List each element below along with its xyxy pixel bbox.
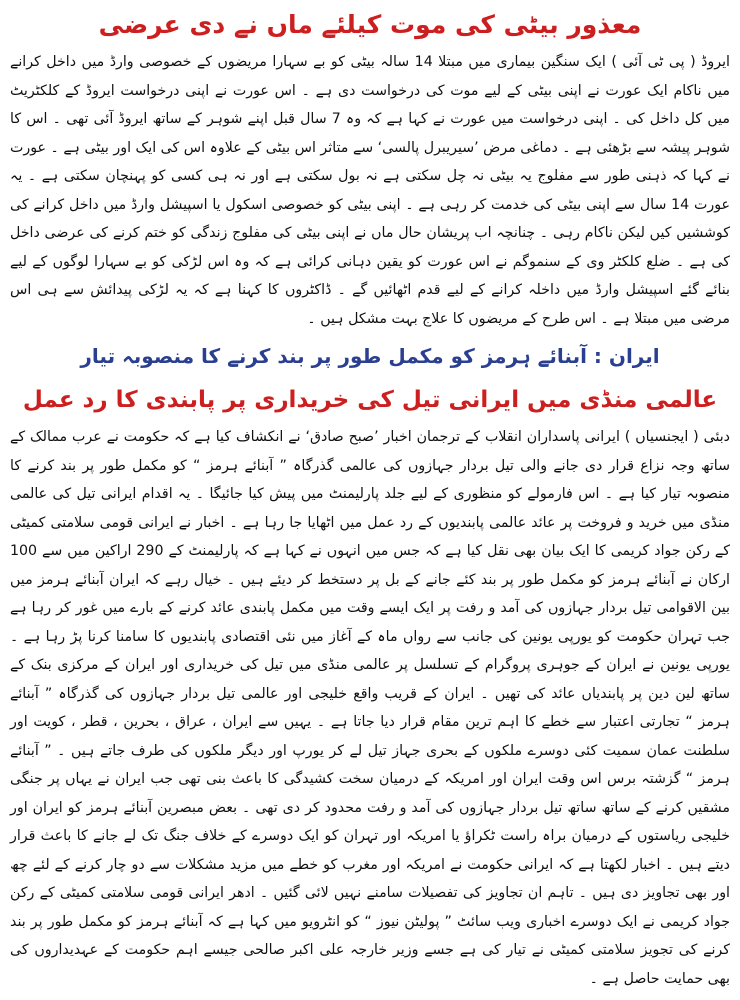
article1-headline: معذور بیٹی کی موت کیلئے ماں نے دی عرضی	[98, 10, 642, 39]
article1-body: ایروڈ ( پی ٹی آئی ) ایک سنگین بیماری میں مبتلا 14 سالہ بیٹی کو بے سہارا مریضوں کے خصوصی وارڈ میں داخل کرانے میں ناکام ایک عورت نے اپنی بیٹی کے لیے موت کی درخواست دی ہے ۔ اس عورت نے اپنی درخواست ایروڈ کے کلکٹریٹ میں کل داخل کی ۔ اپنی درخواست میں عورت نے کہا ہے کہ وہ 7 سال قبل اپنے شوہر کے ساتھ ایروڈ آئی تھی ۔ اس کا شوہر پیشہ سے بڑھئی ہے ۔ دماغی مرض ’سیریبرل پالسی‘ سے متاثر اس بیٹی کے علاوہ اس کی ایک اور بیٹی ہے ۔ عورت نے کہا کہ ذہنی طور سے مفلوج یہ بیٹی نہ چل سکتی ہے نہ بول سکتی ہے اور نہ ہی کسی کو پہنچان سکتی ہے ۔ یہ عورت 14 سال سے اپنی بیٹی کی خدمت کر رہی ہے ۔ اپنی بیٹی کو خصوصی اسکول یا اسپیشل وارڈ میں داخل کرانے کی کوششیں کیں لیکن ناکام رہی ۔ چنانچہ اب پریشان حال ماں نے اپنی بیٹی کی مفلوج زندگی کو ختم کرنے کی عرضی داخل کی ہے ۔ ضلع کلکٹر وی کے سنموگم نے اس عورت کو یقین دہانی کرائی ہے کہ وہ اس لڑکی کو بے سہارا لوگوں کے لیے بنائے گئے اسپیشل وارڈ میں داخلہ کرانے کے لیے قدم اٹھائیں گے ۔ ڈاکٹروں کا کہنا ہے کہ یہ لڑکی پیدائش سے ہی اس مرضی میں مبتلا ہے ۔ اس طرح کے مریضوں کا علاج بہت مشکل ہیں ۔	[10, 54, 731, 327]
article2-subheadline: ایران : آبنائے ہرمز کو مکمل طور پر بند کرنے کا منصوبہ تیار	[80, 344, 660, 368]
article2-body: دبئی ( ایجنسیاں ) ایرانی پاسداران انقلاب کے ترجمان اخبار ’صبح صادق‘ نے انکشاف کیا ہے کہ حکومت نے عرب ممالک کے ساتھ وجہ نزاع قرار دی جانے والی تیل بردار جہازوں کی عالمی گذرگاہ ” آبنائے ہرمز “ کو مکمل طور پر بند کرنے کا منصوبہ تیار کیا ہے ۔ اس فارمولے کو منظوری کے لیے جلد پارلیمنٹ میں پیش کیا جائیگا ۔ یہ اقدام ایرانی تیل کی عالمی منڈی میں خرید و فروخت پر عائد عالمی پابندیوں کے رد عمل میں اٹھایا جا رہا ہے ۔ اخبار نے ایرانی قومی سلامتی کمیٹی کے رکن جواد کریمی کا ایک بیان بھی نقل کیا ہے کہ جس میں انہوں نے کہا ہے کہ پارلیمنٹ کے 290 اراکین میں سے 100 ارکان نے آبنائے ہرمز کو مکمل طور پر بند کئے جانے کے بل پر دستخط کر دیئے ہیں ۔ خیال رہے کہ ایران آبنائے ہرمز میں بین الاقوامی تیل بردار جہازوں کی آمد و رفت پر ایک ایسے وقت میں مکمل پابندی عائد کرنے کے بارے میں غور کر رہا ہے جب تہران حکومت کو یورپی یونین کی جانب سے رواں ماہ کے آغاز میں نئی اقتصادی پابندیوں کا سامنا کرنا پڑ رہا ہے ۔ یورپی یونین نے ایران کے جوہری پروگرام کے تسلسل پر عالمی منڈی میں تیل کی خریداری اور ایران کے مرکزی بنک کے ساتھ لین دین پر پابندیاں عائد کی تھیں ۔ ایران کے قریب واقع خلیجی اور عالمی تیل بردار جہازوں کی گذرگاہ ” آبنائے ہرمز “ تجارتی اعتبار سے خطے کا اہم ترین مقام قرار دیا جاتا ہے ۔ یہیں سے ایران ، عراق ، بحرین ، قطر ، کویت اور سلطنت عمان سمیت کئی دوسرے ملکوں کے بحری جہاز تیل لے کر یورپ اور دیگر ملکوں کی طرف جاتے ہیں ۔ ” آبنائے ہرمز “ گزشتہ برس اس وقت ایران اور امریکہ کے درمیان سخت کشیدگی کا باعث بنی تھی جب ایران نے یہاں پر جنگی مشقیں کرنے کے ساتھ ساتھ تیل بردار جہازوں کی آمد و رفت محدود کر دی تھی ۔ بعض مبصرین آبنائے ہرمز کو ایران اور خلیجی ریاستوں کے درمیان براہ راست ٹکراؤ یا امریکہ اور تہران کو ایک دوسرے کے خلاف جنگ تک لے جانے کا باعث قرار دیتے ہیں ۔ اخبار لکھتا ہے کہ ایرانی حکومت نے امریکہ اور مغرب کو خطے میں مزید مشکلات سے دو چار کرنے کے لئے چھ اور بھی تجاویز دی ہیں ۔ تاہم ان تجاویز کی تفصیلات سامنے نہیں لائی گئیں ۔ ادھر ایرانی قومی سلامتی کمیٹی کے رکن جواد کریمی نے ایک دوسرے اخباری ویب سائٹ ” پولیٹن نیوز “ کو انٹرویو میں کہا ہے کہ آبنائے ہرمز کو مکمل طور پر بند کرنے کی تجویز سلامتی کمیٹی نے تیار کی ہے جسے وزیر خارجہ علی اکبر صالحی جیسے اہم حکومت کے عہدیداروں کی بھی حمایت حاصل ہے ۔	[10, 429, 731, 987]
article2-headline: عالمی منڈی میں ایرانی تیل کی خریداری پر پابندی کا رد عمل	[22, 387, 718, 413]
